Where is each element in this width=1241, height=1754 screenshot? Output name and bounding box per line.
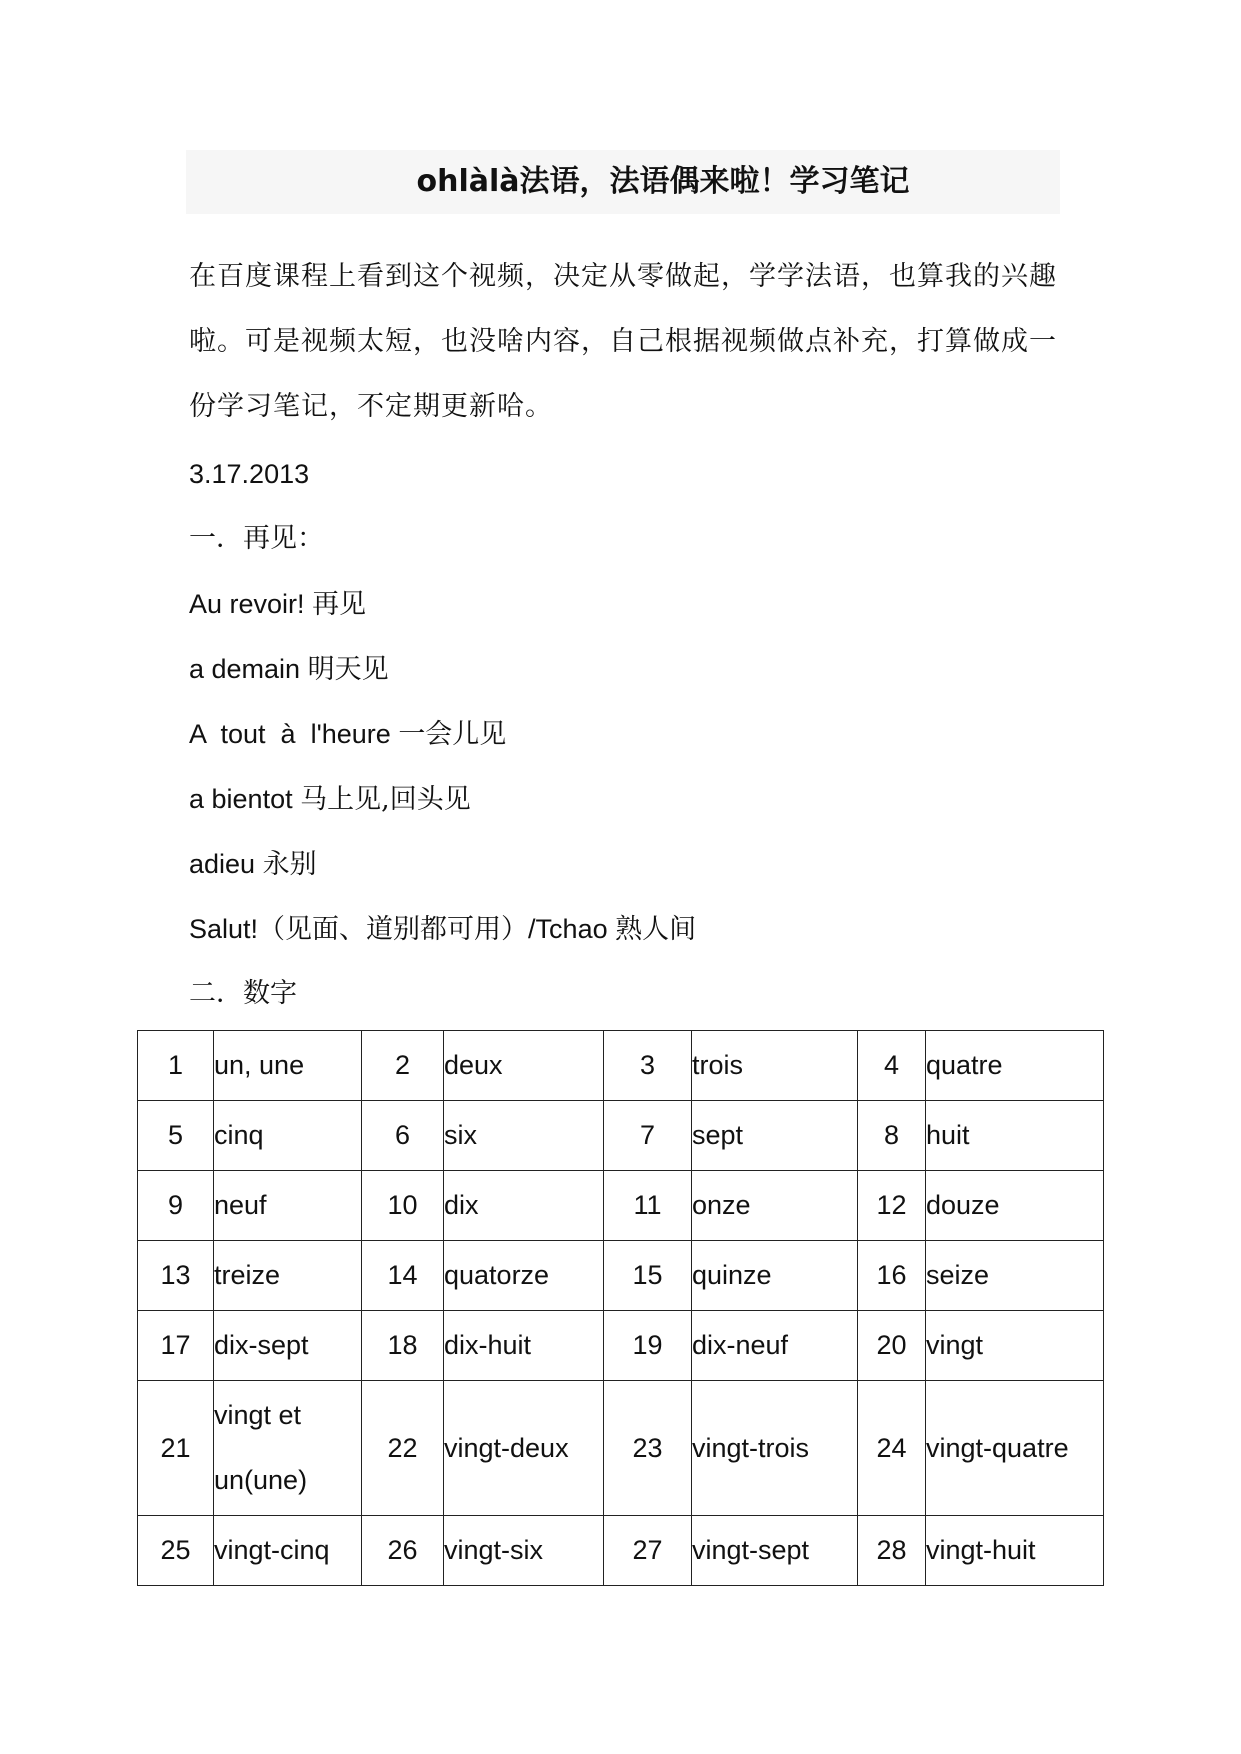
number-digit-cell: 6: [362, 1101, 444, 1171]
phrase-chinese: 一会儿见: [398, 719, 507, 750]
number-word-cell: quinze: [692, 1241, 858, 1311]
phrase-row: [189, 779, 471, 819]
number-word-cell: six: [444, 1101, 604, 1171]
number-word-cell: onze: [692, 1171, 858, 1241]
phrase-french: Salut!: [189, 914, 259, 944]
phrase-row: [189, 714, 506, 754]
phrase-french-alt: /Tchao: [528, 914, 608, 944]
phrase-french: Au revoir!: [189, 589, 305, 619]
number-digit-cell: 15: [604, 1241, 692, 1311]
number-word-cell: dix-sept: [214, 1311, 362, 1381]
number-word-cell: neuf: [214, 1171, 362, 1241]
phrase-row: [189, 844, 317, 884]
number-word-cell: trois: [692, 1031, 858, 1101]
date: 3.17.2013: [189, 459, 310, 489]
number-digit-cell: 14: [362, 1241, 444, 1311]
phrase-chinese: 马上见,回头见: [300, 784, 471, 815]
number-word-cell: vingt: [926, 1311, 1104, 1381]
number-digit-cell: 23: [604, 1381, 692, 1516]
table-row: [138, 1171, 1104, 1241]
number-word-cell: treize: [214, 1241, 362, 1311]
intro-paragraph: 在百度课程上看到这个视频，决定从零做起，学学法语，也算我的兴趣啦。可是视频太短，也没啥内容，自己根据视频做点补充，打算做成一份学习笔记，不定期更新哈。: [189, 261, 1057, 422]
number-digit-cell: 26: [362, 1516, 444, 1586]
phrase-french: a bientot: [189, 784, 293, 814]
phrase-french: a demain: [189, 654, 301, 684]
number-digit-cell: 28: [858, 1516, 926, 1586]
table-row: [138, 1311, 1104, 1381]
number-word-cell: vingt-huit: [926, 1516, 1104, 1586]
number-digit-cell: 19: [604, 1311, 692, 1381]
number-digit-cell: 9: [138, 1171, 214, 1241]
number-digit-cell: 4: [858, 1031, 926, 1101]
number-digit-cell: 1: [138, 1031, 214, 1101]
page-title: ohlàlà法语，法语偶来啦！学习笔记: [416, 164, 910, 199]
number-word-cell: seize: [926, 1241, 1104, 1311]
phrase-row: [189, 584, 366, 624]
number-word-cell: douze: [926, 1171, 1104, 1241]
number-word-cell: un, une: [214, 1031, 362, 1101]
table-row: [138, 1381, 1104, 1516]
number-word-cell: deux: [444, 1031, 604, 1101]
number-word-cell: huit: [926, 1101, 1104, 1171]
number-word-cell: dix-neuf: [692, 1311, 858, 1381]
phrase-chinese: 再见: [312, 589, 367, 620]
phrase-french: adieu: [189, 849, 256, 879]
table-row: [138, 1031, 1104, 1101]
phrase-chinese-alt: 熟人间: [615, 914, 697, 945]
number-word-cell: sept: [692, 1101, 858, 1171]
phrase-french: A tout à l'heure: [189, 719, 391, 749]
number-digit-cell: 22: [362, 1381, 444, 1516]
phrase-row: [189, 649, 389, 689]
number-digit-cell: 27: [604, 1516, 692, 1586]
number-digit-cell: 21: [138, 1381, 214, 1516]
number-digit-cell: 13: [138, 1241, 214, 1311]
number-word-cell: quatorze: [444, 1241, 604, 1311]
number-word-cell: vingt-cinq: [214, 1516, 362, 1586]
number-digit-cell: 17: [138, 1311, 214, 1381]
number-digit-cell: 2: [362, 1031, 444, 1101]
number-word-cell: cinq: [214, 1101, 362, 1171]
number-word-cell: vingt-trois: [692, 1381, 858, 1516]
number-digit-cell: 20: [858, 1311, 926, 1381]
numbers-table: [137, 1030, 1104, 1586]
number-word-cell: quatre: [926, 1031, 1104, 1101]
number-digit-cell: 3: [604, 1031, 692, 1101]
number-digit-cell: 8: [858, 1101, 926, 1171]
number-word-cell: vingt-deux: [444, 1381, 604, 1516]
table-row: [138, 1516, 1104, 1586]
number-digit-cell: 11: [604, 1171, 692, 1241]
table-row: [138, 1241, 1104, 1311]
number-word-cell: dix: [444, 1171, 604, 1241]
number-digit-cell: 7: [604, 1101, 692, 1171]
section-heading-goodbye: 一．再见：: [189, 523, 324, 554]
number-digit-cell: 24: [858, 1381, 926, 1516]
phrase-chinese-note: （见面、道别都可用）: [258, 914, 529, 945]
number-digit-cell: 18: [362, 1311, 444, 1381]
phrase-row: [189, 909, 696, 949]
phrase-chinese: 明天见: [307, 654, 389, 685]
number-word-cell: vingt-quatre: [926, 1381, 1104, 1516]
number-digit-cell: 10: [362, 1171, 444, 1241]
number-digit-cell: 12: [858, 1171, 926, 1241]
number-digit-cell: 5: [138, 1101, 214, 1171]
number-word-cell: dix-huit: [444, 1311, 604, 1381]
number-digit-cell: 25: [138, 1516, 214, 1586]
number-digit-cell: 16: [858, 1241, 926, 1311]
phrase-chinese: 永别: [262, 849, 317, 880]
section-heading-numbers: 二．数字: [189, 978, 297, 1009]
number-word-cell: vingt-six: [444, 1516, 604, 1586]
table-row: [138, 1101, 1104, 1171]
number-word-cell: vingt et un(une): [214, 1381, 362, 1516]
number-word-cell: vingt-sept: [692, 1516, 858, 1586]
